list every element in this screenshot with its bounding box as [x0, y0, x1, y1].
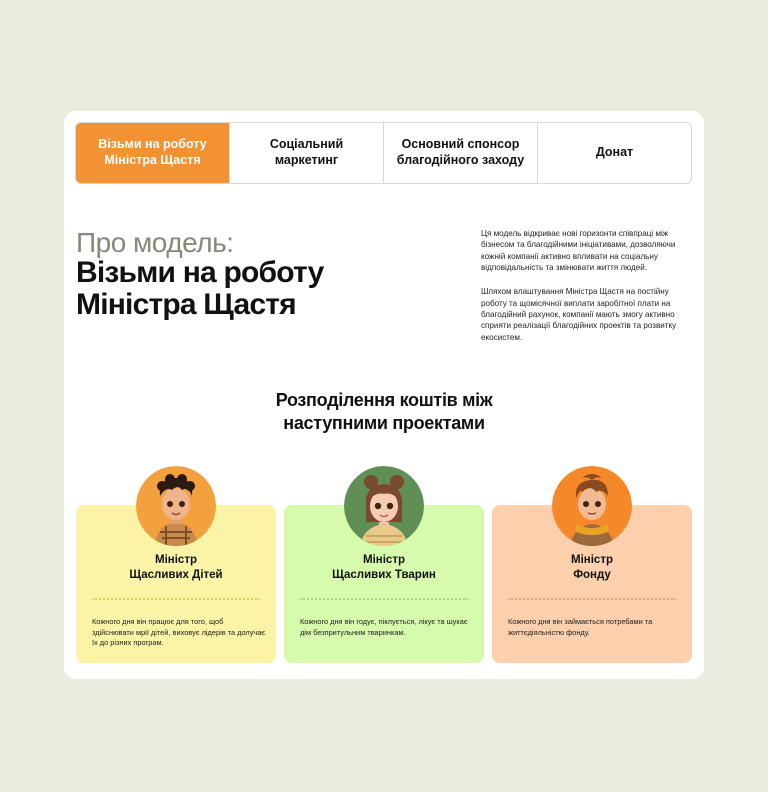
- dotted-divider: [300, 598, 468, 600]
- distribution-title: Розподілення коштів між наступними проектами: [275, 390, 493, 434]
- dotted-divider: [92, 598, 260, 600]
- boy-curly-hair-avatar-icon: [136, 466, 216, 546]
- about-paragraph-1: Ця модель відкриває нові горизонти співпраці між бізнесом та благодійними ініціативами, дозволяючи кожній компанії активно впливати на соціальну відповідальність та змінювати життя людей.: [481, 229, 676, 272]
- dotted-divider: [508, 598, 676, 600]
- boy-scarf-avatar-icon: [552, 466, 632, 546]
- minister-name: Міністр Фонду: [571, 554, 613, 581]
- tab-social-marketing[interactable]: Соціальний маркетинг: [229, 123, 383, 183]
- girl-avatar-icon: [344, 466, 424, 546]
- about-description: [481, 228, 681, 356]
- minister-description: Кожного дня він працює для того, щоб здійснювати мрії дітей, виховує лідерів та долучає їх до різних програм.: [92, 617, 266, 648]
- tab-donate[interactable]: Донат: [537, 123, 691, 183]
- minister-description: Кожного дня він займається потребами та життєдіяльністю фонду.: [508, 617, 653, 637]
- main-card: [64, 111, 704, 679]
- minister-name: Міністр Щасливих Дітей: [129, 554, 223, 581]
- about-paragraph-2: Шляхом влаштування Міністра Щастя на постійну роботу та щомісячної виплати заробітної плати на благодійний рахунок, компанії мають змогу активно сприяти реалізації благодійних проектів та розвитку екосистем.: [481, 287, 677, 342]
- tab-hire-minister[interactable]: Візьми на роботу Міністра Щастя: [76, 123, 229, 183]
- tab-main-sponsor[interactable]: Основний спонсор благодійного заходу: [383, 123, 537, 183]
- minister-description: Кожного дня він годує, піклується, лікує та шукає дім безпритульним тваринкам.: [300, 617, 468, 637]
- about-pre-title: Про модель:: [76, 227, 234, 258]
- model-tabs: [75, 122, 692, 184]
- page-title: Візьми на роботу Міністра Щастя: [76, 256, 324, 322]
- minister-name: Міністр Щасливих Тварин: [332, 554, 436, 581]
